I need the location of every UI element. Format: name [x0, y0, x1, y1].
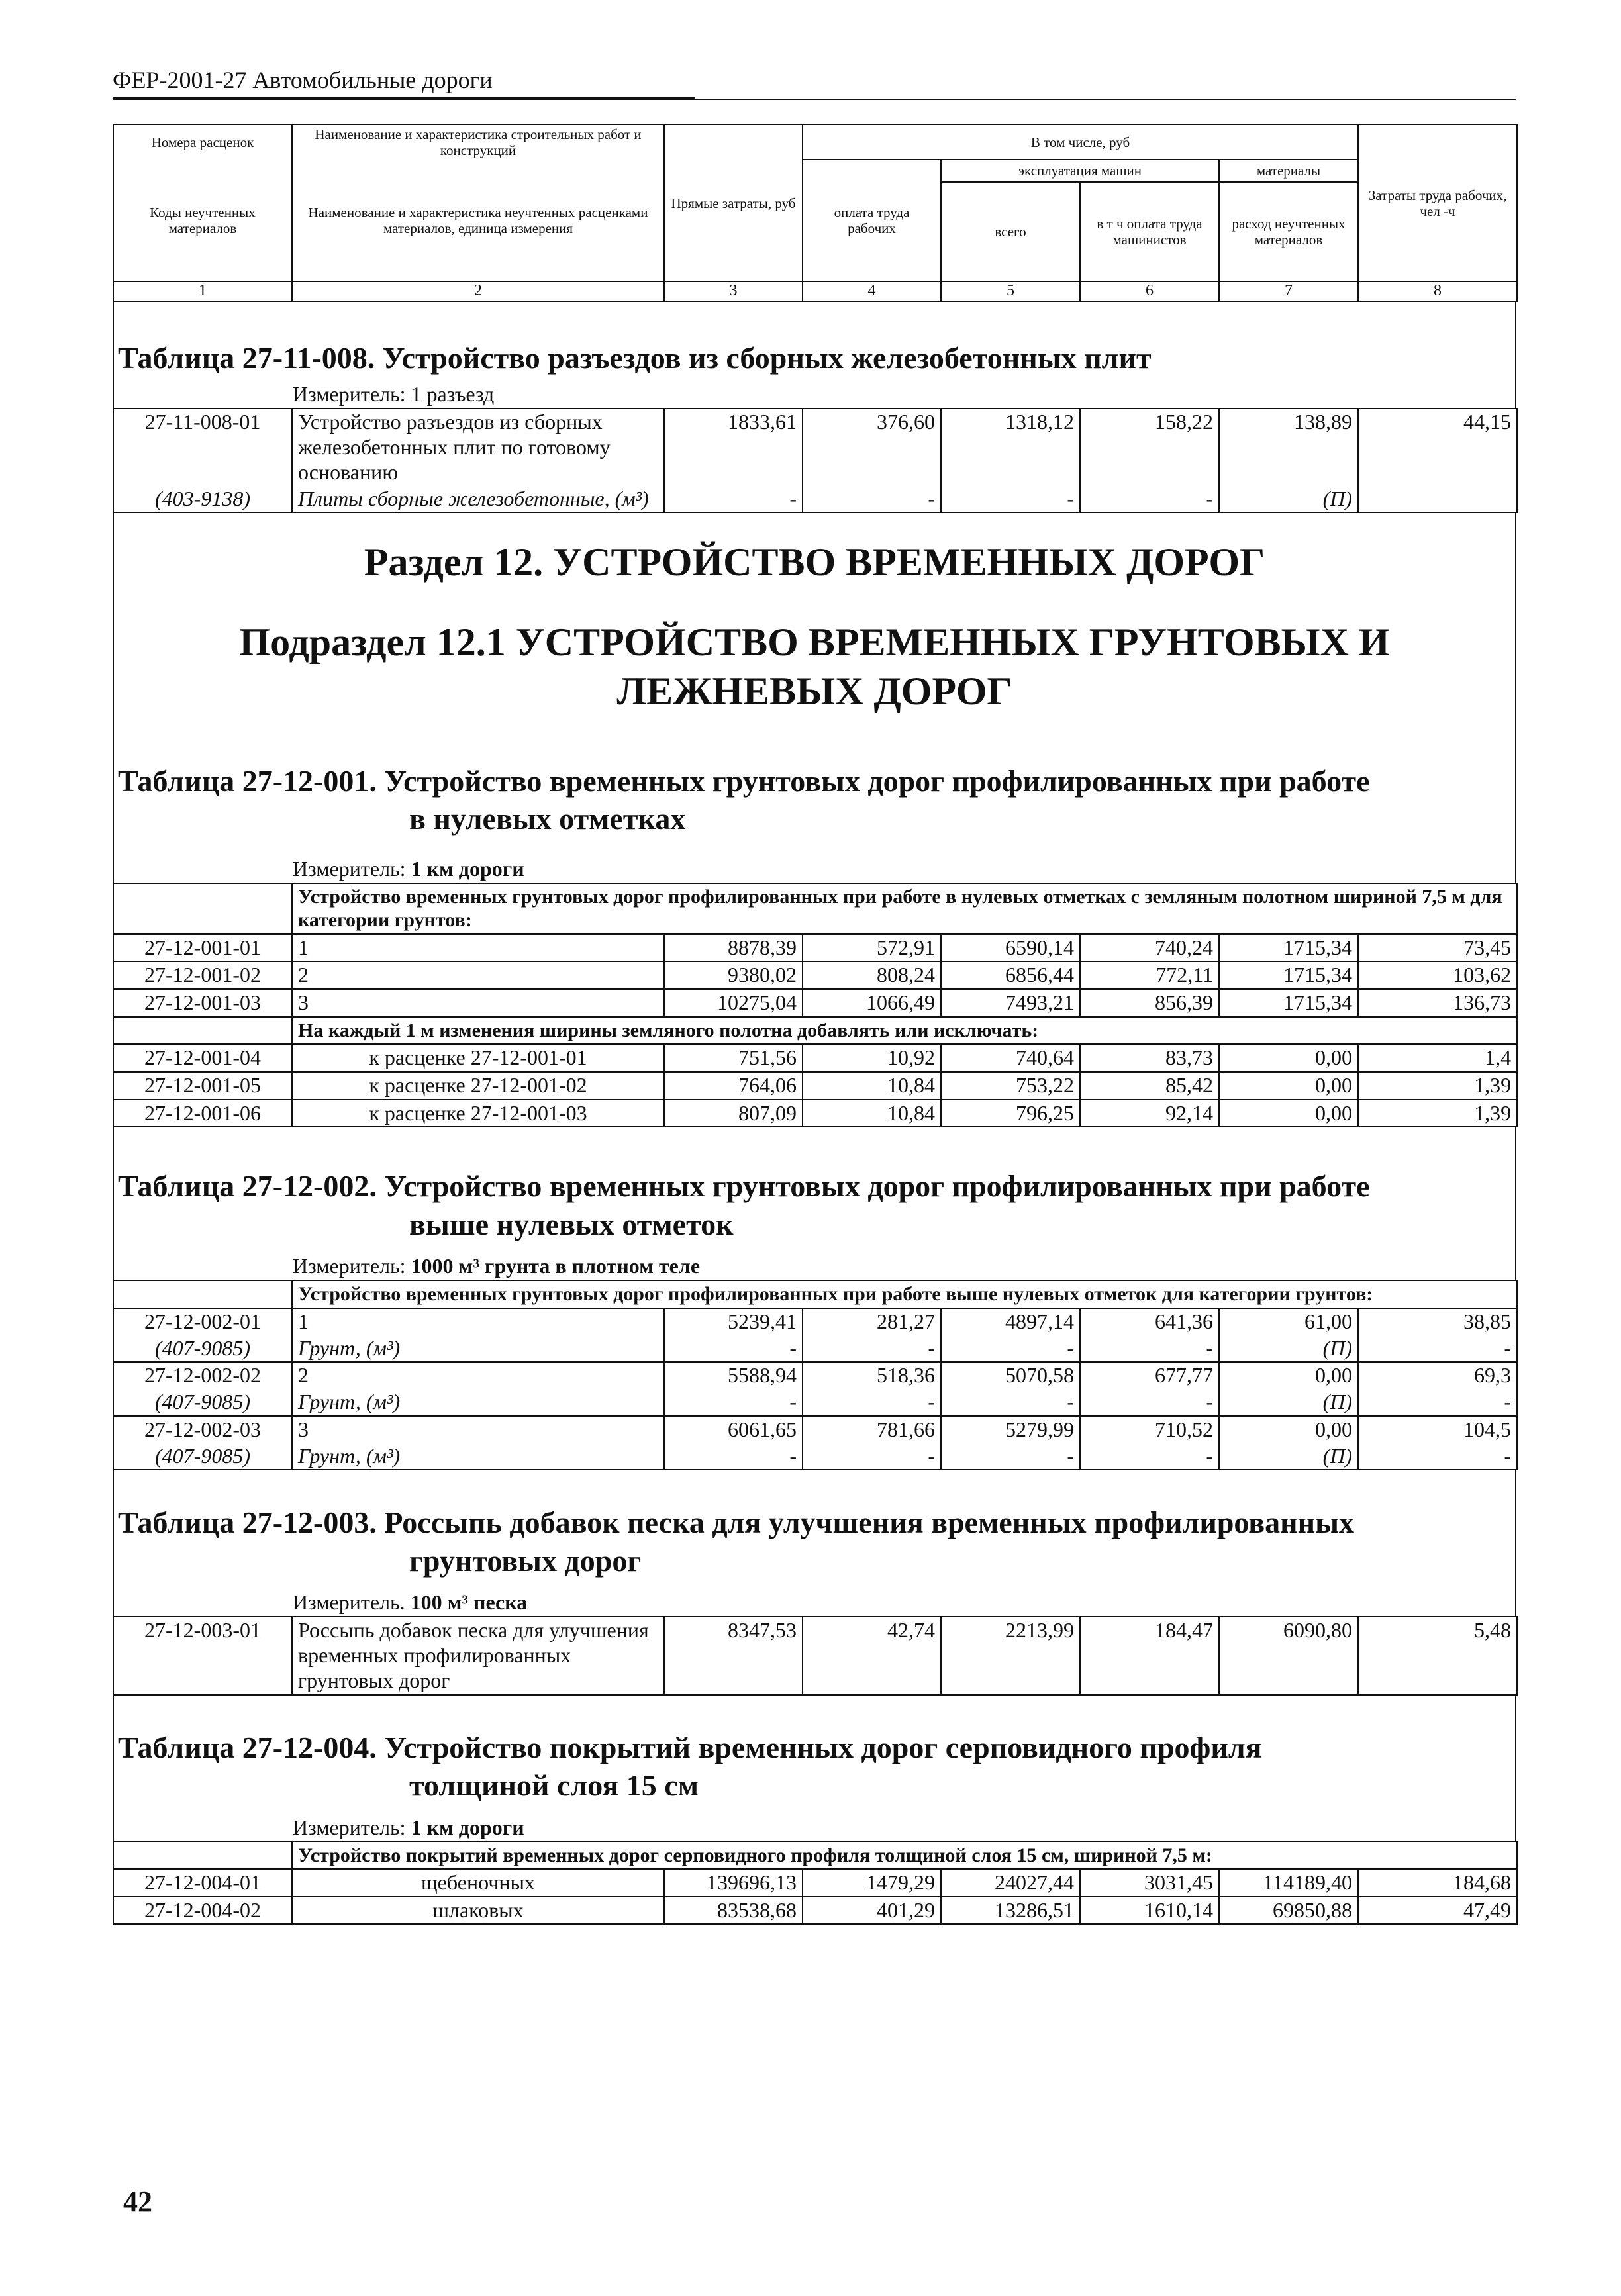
- value-cell: 10,92: [803, 1044, 941, 1072]
- value-cell: 0,00: [1219, 1044, 1358, 1072]
- col-number: 3: [664, 281, 803, 301]
- group-row: [113, 1842, 1517, 1869]
- table-row: [113, 1389, 1517, 1416]
- table-title: [114, 716, 1515, 843]
- group-row: [113, 1280, 1517, 1308]
- material-name: Грунт, (м³): [292, 1335, 664, 1363]
- rate-code: 27-12-001-01: [113, 934, 292, 962]
- value-cell: 1479,29: [803, 1869, 941, 1897]
- value-cell: (П): [1219, 1443, 1358, 1470]
- value-cell: 6590,14: [941, 934, 1080, 962]
- table-row: [113, 1869, 1517, 1897]
- value-cell: 796,25: [941, 1100, 1080, 1127]
- table-27-11-008: [113, 302, 1516, 408]
- value-cell: 764,06: [664, 1072, 803, 1100]
- rate-code: 27-12-004-02: [113, 1897, 292, 1925]
- value-cell: (П): [1219, 1335, 1358, 1363]
- hdr-operator-pay: в т ч оплата труда машинистов: [1080, 182, 1219, 281]
- table-row: [113, 1416, 1517, 1443]
- table-row: [113, 1308, 1517, 1335]
- hdr-col2-top: Наименование и характеристика строительных работ и конструкций: [292, 124, 664, 160]
- value-cell: 641,36: [1080, 1308, 1219, 1335]
- value-cell: -: [803, 1443, 941, 1470]
- table-row: [113, 1072, 1517, 1100]
- rate-code: 27-12-001-05: [113, 1072, 292, 1100]
- rate-name: 3: [292, 1416, 664, 1443]
- rate-name: Россыпь добавок песка для улучшения временных профилированных грунтовых дорог: [292, 1617, 664, 1694]
- value-cell: 572,91: [803, 934, 941, 962]
- value-cell: 6090,80: [1219, 1617, 1358, 1694]
- hdr-group: В том числе, руб: [803, 124, 1358, 160]
- section-block: [113, 513, 1516, 882]
- group-row: [113, 1017, 1517, 1044]
- running-head: ФЕР-2001-27 Автомобильные дороги: [113, 66, 695, 99]
- value-cell: 281,27: [803, 1308, 941, 1335]
- table-27-12-002: [113, 1127, 1516, 1280]
- value-cell: 10,84: [803, 1072, 941, 1100]
- value-cell: 114189,40: [1219, 1869, 1358, 1897]
- value-cell: 6856,44: [941, 961, 1080, 989]
- material-name: Грунт, (м³): [292, 1389, 664, 1416]
- group-caption: На каждый 1 м изменения ширины земляного полотна добавлять или исключать:: [292, 1017, 1517, 1044]
- value-cell: 61,00: [1219, 1308, 1358, 1335]
- rate-name: к расценке 27-12-001-02: [292, 1072, 664, 1100]
- value-cell: 10275,04: [664, 989, 803, 1017]
- page-number: 42: [123, 2185, 152, 2218]
- table-title-line2: выше нулевых отметок: [409, 1207, 734, 1241]
- group-caption: Устройство покрытий временных дорог серповидного профиля толщиной слоя 15 см, шириной 7,5 м:: [292, 1842, 1517, 1869]
- value-cell: 376,60: [803, 408, 941, 485]
- document-page: [113, 66, 1516, 1925]
- measure-label: Измеритель.: [293, 1590, 405, 1615]
- value-cell: 1715,34: [1219, 934, 1358, 962]
- table-title-line1: Таблица 27-12-001. Устройство временных грунтовых дорог профилированных при работе: [118, 763, 1370, 798]
- value-cell: 85,42: [1080, 1072, 1219, 1100]
- hdr-direct-costs: Прямые затраты, руб: [664, 124, 803, 281]
- value-cell: -: [1080, 486, 1219, 513]
- rate-name: к расценке 27-12-001-03: [292, 1100, 664, 1127]
- rate-code: 27-12-001-03: [113, 989, 292, 1017]
- hdr-worker-pay: оплата труда рабочих: [803, 160, 941, 281]
- hdr-materials: материалы: [1219, 160, 1358, 182]
- col-number: 2: [292, 281, 664, 301]
- column-header-table: [113, 124, 1518, 302]
- table-row: [113, 1335, 1517, 1363]
- value-cell: -: [664, 1443, 803, 1470]
- value-cell: -: [941, 1335, 1080, 1363]
- table-row: [113, 1100, 1517, 1127]
- value-cell: 136,73: [1358, 989, 1517, 1017]
- value-cell: -: [1080, 1389, 1219, 1416]
- table-27-12-004-body: [113, 1841, 1518, 1925]
- table-27-12-002-body: [113, 1280, 1518, 1470]
- value-cell: 138,89: [1219, 408, 1358, 485]
- material-code: (407-9085): [113, 1335, 292, 1363]
- value-cell: 753,22: [941, 1072, 1080, 1100]
- hdr-col2-bottom: Наименование и характеристика неучтенных расценками материалов, единица измерения: [292, 160, 664, 281]
- table-title: [114, 1470, 1515, 1585]
- section-heading: Раздел 12. УСТРОЙСТВО ВРЕМЕННЫХ ДОРОГ: [364, 540, 1265, 585]
- value-cell: 1715,34: [1219, 961, 1358, 989]
- value-cell: 7493,21: [941, 989, 1080, 1017]
- hdr-total: всего: [941, 182, 1080, 281]
- value-cell: 73,45: [1358, 934, 1517, 962]
- col-number: 6: [1080, 281, 1219, 301]
- rate-name: к расценке 27-12-001-01: [292, 1044, 664, 1072]
- value-cell: 0,00: [1219, 1100, 1358, 1127]
- value-cell: 10,84: [803, 1100, 941, 1127]
- rate-code: 27-11-008-01: [113, 408, 292, 485]
- value-cell: 807,09: [664, 1100, 803, 1127]
- value-cell: (П): [1219, 486, 1358, 513]
- measure-label: Измеритель:: [293, 1254, 406, 1278]
- measure-value: 1 км дороги: [411, 856, 524, 881]
- value-cell: 5070,58: [941, 1362, 1080, 1389]
- rate-code: 27-12-004-01: [113, 1869, 292, 1897]
- value-cell: 1,39: [1358, 1100, 1517, 1127]
- rate-code: 27-12-002-03: [113, 1416, 292, 1443]
- table-title-line1: Таблица 27-12-004. Устройство покрытий временных дорог серповидного профиля: [118, 1730, 1262, 1764]
- table-title-line1: Таблица 27-12-002. Устройство временных грунтовых дорог профилированных при работе: [118, 1169, 1370, 1204]
- value-cell: -: [941, 486, 1080, 513]
- measure-line: [114, 382, 1515, 408]
- rate-name: Устройство разъездов из сборных железобетонных плит по готовому основанию: [292, 408, 664, 485]
- rate-name: щебеночных: [292, 1869, 664, 1897]
- col-number: 8: [1358, 281, 1517, 301]
- value-cell: 5239,41: [664, 1308, 803, 1335]
- value-cell: 0,00: [1219, 1416, 1358, 1443]
- rate-name: 1: [292, 934, 664, 962]
- value-cell: 6061,65: [664, 1416, 803, 1443]
- col-number: 1: [113, 281, 292, 301]
- value-cell: -: [1358, 1389, 1517, 1416]
- value-cell: 740,24: [1080, 934, 1219, 962]
- rate-code: 27-12-001-06: [113, 1100, 292, 1127]
- value-cell: 83,73: [1080, 1044, 1219, 1072]
- value-cell: 781,66: [803, 1416, 941, 1443]
- value-cell: -: [664, 1335, 803, 1363]
- col-number: 7: [1219, 281, 1358, 301]
- value-cell: 104,5: [1358, 1416, 1517, 1443]
- value-cell: -: [941, 1389, 1080, 1416]
- rate-name: 3: [292, 989, 664, 1017]
- value-cell: 184,47: [1080, 1617, 1219, 1694]
- value-cell: 69,3: [1358, 1362, 1517, 1389]
- value-cell: -: [803, 1389, 941, 1416]
- material-name: Плиты сборные железобетонные, (м³): [292, 486, 664, 513]
- value-cell: 9380,02: [664, 961, 803, 989]
- value-cell: 772,11: [1080, 961, 1219, 989]
- value-cell: 2213,99: [941, 1617, 1080, 1694]
- value-cell: 710,52: [1080, 1416, 1219, 1443]
- value-cell: 1715,34: [1219, 989, 1358, 1017]
- table-title-line2: грунтовых дорог: [409, 1543, 642, 1578]
- table-row: [113, 1443, 1517, 1470]
- value-cell: -: [1080, 1335, 1219, 1363]
- value-cell: [1358, 486, 1517, 513]
- measure-value: 1000 м³ грунта в плотном теле: [411, 1254, 701, 1278]
- rate-name: шлаковых: [292, 1897, 664, 1925]
- value-cell: -: [803, 486, 941, 513]
- header-rule: [113, 99, 1516, 100]
- hdr-material-use: расход неучтенных материалов: [1219, 182, 1358, 281]
- value-cell: 1833,61: [664, 408, 803, 485]
- value-cell: -: [1358, 1335, 1517, 1363]
- group-caption: Устройство временных грунтовых дорог профилированных при работе выше нулевых отметок для категории грунтов:: [292, 1280, 1517, 1308]
- value-cell: 47,49: [1358, 1897, 1517, 1925]
- table-27-12-001-body: [113, 883, 1518, 1128]
- rate-name: 2: [292, 1362, 664, 1389]
- value-cell: 8347,53: [664, 1617, 803, 1694]
- hdr-col1-top: Номера расценок: [113, 124, 292, 160]
- table-row: [113, 1044, 1517, 1072]
- table-row: [113, 1362, 1517, 1389]
- table-27-12-003: [113, 1470, 1516, 1616]
- value-cell: 677,77: [1080, 1362, 1219, 1389]
- subsection-heading: Подраздел 12.1 УСТРОЙСТВО ВРЕМЕННЫХ ГРУНТОВЫХ И ЛЕЖНЕВЫХ ДОРОГ: [239, 620, 1390, 713]
- table-row: [113, 961, 1517, 989]
- value-cell: 3031,45: [1080, 1869, 1219, 1897]
- value-cell: 42,74: [803, 1617, 941, 1694]
- table-row: [113, 408, 1517, 485]
- value-cell: 13286,51: [941, 1897, 1080, 1925]
- group-caption: Устройство временных грунтовых дорог профилированных при работе в нулевых отметках с земляным полотном шириной 7,5 м для категории грунтов:: [292, 883, 1517, 934]
- value-cell: 1,39: [1358, 1072, 1517, 1100]
- rate-code: 27-12-003-01: [113, 1617, 292, 1694]
- table-row: [113, 934, 1517, 962]
- table-27-12-003-body: [113, 1616, 1518, 1695]
- rate-code: 27-12-002-02: [113, 1362, 292, 1389]
- group-row: [113, 883, 1517, 934]
- value-cell: 5279,99: [941, 1416, 1080, 1443]
- table-row: [113, 1897, 1517, 1925]
- value-cell: 139696,13: [664, 1869, 803, 1897]
- measure-label: Измеритель:: [293, 856, 406, 881]
- value-cell: 856,39: [1080, 989, 1219, 1017]
- value-cell: -: [803, 1335, 941, 1363]
- measure-value: 1 разъезд: [411, 382, 495, 407]
- value-cell: -: [1358, 1443, 1517, 1470]
- measure-label: Измеритель:: [293, 382, 406, 407]
- measure-line: [114, 1810, 1515, 1841]
- table-row: [113, 989, 1517, 1017]
- value-cell: 103,62: [1358, 961, 1517, 989]
- value-cell: -: [664, 1389, 803, 1416]
- value-cell: 92,14: [1080, 1100, 1219, 1127]
- value-cell: 5588,94: [664, 1362, 803, 1389]
- value-cell: 184,68: [1358, 1869, 1517, 1897]
- hdr-labor-hours: Затраты труда рабочих, чел -ч: [1358, 124, 1517, 281]
- value-cell: -: [1080, 1443, 1219, 1470]
- value-cell: 1610,14: [1080, 1897, 1219, 1925]
- rate-code: 27-12-001-02: [113, 961, 292, 989]
- measure-value: 1 км дороги: [411, 1815, 524, 1839]
- measure-label: Измеритель:: [293, 1815, 406, 1839]
- value-cell: 1318,12: [941, 408, 1080, 485]
- material-code: (403-9138): [113, 486, 292, 513]
- rate-code: 27-12-001-04: [113, 1044, 292, 1072]
- table-title: Таблица 27-11-008. Устройство разъездов из сборных железобетонных плит: [118, 340, 1152, 375]
- value-cell: -: [664, 486, 803, 513]
- measure-value: 100 м³ песка: [410, 1590, 528, 1615]
- value-cell: 158,22: [1080, 408, 1219, 485]
- col-number: 5: [941, 281, 1080, 301]
- value-cell: 740,64: [941, 1044, 1080, 1072]
- table-title-line2: толщиной слоя 15 см: [409, 1768, 699, 1803]
- measure-line: [114, 1249, 1515, 1280]
- value-cell: 8878,39: [664, 934, 803, 962]
- value-cell: 24027,44: [941, 1869, 1080, 1897]
- rate-name: 2: [292, 961, 664, 989]
- table-27-11-008-body: [113, 408, 1518, 513]
- value-cell: 69850,88: [1219, 1897, 1358, 1925]
- value-cell: 83538,68: [664, 1897, 803, 1925]
- table-row: [113, 486, 1517, 513]
- table-row: [113, 1617, 1517, 1694]
- material-code: (407-9085): [113, 1443, 292, 1470]
- rate-code: 27-12-002-01: [113, 1308, 292, 1335]
- rate-name: 1: [292, 1308, 664, 1335]
- material-name: Грунт, (м³): [292, 1443, 664, 1470]
- value-cell: 808,24: [803, 961, 941, 989]
- value-cell: 518,36: [803, 1362, 941, 1389]
- table-title-line1: Таблица 27-12-003. Россыпь добавок песка для улучшения временных профилированных: [118, 1506, 1355, 1540]
- col-number: 4: [803, 281, 941, 301]
- value-cell: 751,56: [664, 1044, 803, 1072]
- value-cell: 4897,14: [941, 1308, 1080, 1335]
- hdr-col1-bottom: Коды неучтенных материалов: [113, 160, 292, 281]
- table-27-12-004: [113, 1696, 1516, 1841]
- value-cell: 44,15: [1358, 408, 1517, 485]
- table-title: [114, 1127, 1515, 1249]
- value-cell: 5,48: [1358, 1617, 1517, 1694]
- material-code: (407-9085): [113, 1389, 292, 1416]
- table-title: [114, 1696, 1515, 1810]
- table-title-line2: в нулевых отметках: [409, 802, 686, 836]
- measure-line: [114, 1585, 1515, 1616]
- value-cell: 1,4: [1358, 1044, 1517, 1072]
- value-cell: (П): [1219, 1389, 1358, 1416]
- value-cell: 0,00: [1219, 1072, 1358, 1100]
- value-cell: 401,29: [803, 1897, 941, 1925]
- measure-line: [114, 843, 1515, 883]
- value-cell: -: [941, 1443, 1080, 1470]
- value-cell: 38,85: [1358, 1308, 1517, 1335]
- value-cell: 1066,49: [803, 989, 941, 1017]
- value-cell: 0,00: [1219, 1362, 1358, 1389]
- hdr-machines: эксплуатация машин: [941, 160, 1219, 182]
